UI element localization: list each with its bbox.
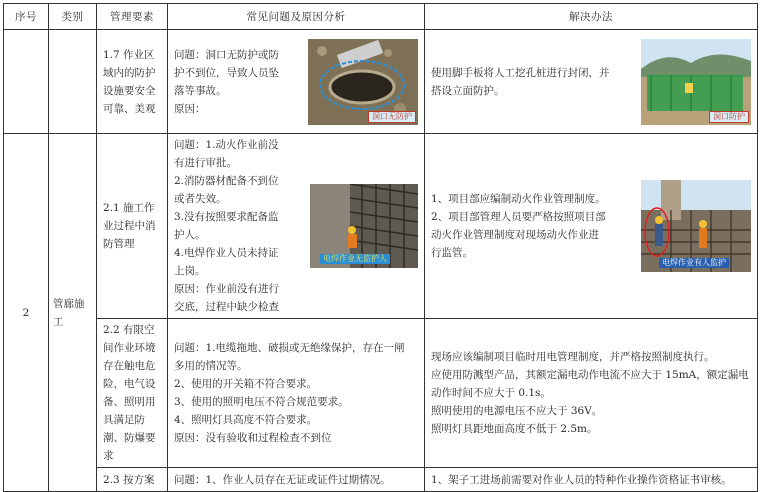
table-row [4, 319, 758, 468]
issue-cell [168, 30, 425, 134]
header-solution: 解决办法 [425, 4, 758, 30]
header-index: 序号 [4, 4, 49, 30]
issue-text: 问题：洞口无防护或防 护不到位，导致人员坠 落等事故。 原因： [174, 48, 279, 115]
solution-text: 使用脚手板将人工挖孔桩进行封闭，并 搭设立面防护。 [431, 66, 610, 97]
photo-caption: 电焊作业有人监护 [659, 258, 729, 268]
solution-cell [425, 30, 758, 134]
table-row [4, 468, 758, 492]
row-index-cell [4, 30, 49, 134]
welding-unsupervised-photo [310, 184, 418, 268]
row-category-cell: 管廊施 工 [49, 134, 97, 492]
open-hole-photo [308, 39, 418, 125]
header-issue: 常见问题及原因分析 [168, 4, 425, 30]
photo-caption: 洞口无防护 [368, 111, 416, 123]
issue-cell: 问题：1.电缆拖地、破损或无绝缘保护，存在一闸 多用的情况等。 2、使用的开关箱不符合要求。 3、使用的照明电压不符合规范要求。 4、照明灯具高度不符合要求。 原因：没有验收和过程检查不到位 [168, 319, 425, 468]
solution-cell [425, 134, 758, 319]
header-element: 管理要素 [97, 4, 168, 30]
table-row [4, 30, 758, 134]
issue-text: 问题：1.动火作业前没 有进行审批。 2.消防器材配备不到位 或者失效。 3.没有按照要求配备监 护人。 4.电焊作业人员未持证 上岗。 原因：作业前没有进行 交底，过程中缺少检查 [174, 139, 279, 313]
table-row [4, 134, 758, 319]
row-index-cell: 2 [4, 134, 49, 492]
rectification-table [3, 3, 758, 492]
photo-caption: 洞口防护 [709, 111, 749, 123]
solution-cell: 现场应该编制项目临时用电管理制度，并严格按照制度执行。 应使用防溅型产品，其额定漏电动作电流不应大于 15mA，额定漏电 动作时间不应大于 0.1s。 照明使用的电源电压不应大于 36V。 照明灯具距地面高度不低于 2.5m。 [425, 319, 758, 468]
solution-text: 1、项目部应编制动火作业管理制度。 2、项目部管理人员要严格按照项目部 动火作业管理制度对现场动火作业进 行监管。 [431, 193, 606, 259]
element-cell: 1.7 作业区 域内的防护 设施要安全 可靠、美观 [97, 30, 168, 134]
hole-protection-photo [641, 39, 751, 125]
photo-caption: 电焊作业无监护人 [320, 254, 390, 264]
issue-cell [168, 134, 425, 319]
element-cell: 2.2 有限空 间作业环境 存在触电危 险，电气设 备、照明用 具满足防 潮、防爆要 求 [97, 319, 168, 468]
header-category: 类别 [49, 4, 97, 30]
element-cell: 2.1 施工作 业过程中消 防管理 [97, 134, 168, 319]
solution-cell: 1、架子工进场前需要对作业人员的特种作业操作资格证书审核。 [425, 468, 758, 492]
welding-supervised-photo [641, 180, 751, 272]
issue-cell: 问题：1、作业人员存在无证或证件过期情况。 [168, 468, 425, 492]
table-header-row [4, 4, 758, 30]
row-category-cell [49, 30, 97, 134]
element-cell: 2.3 按方案 [97, 468, 168, 492]
